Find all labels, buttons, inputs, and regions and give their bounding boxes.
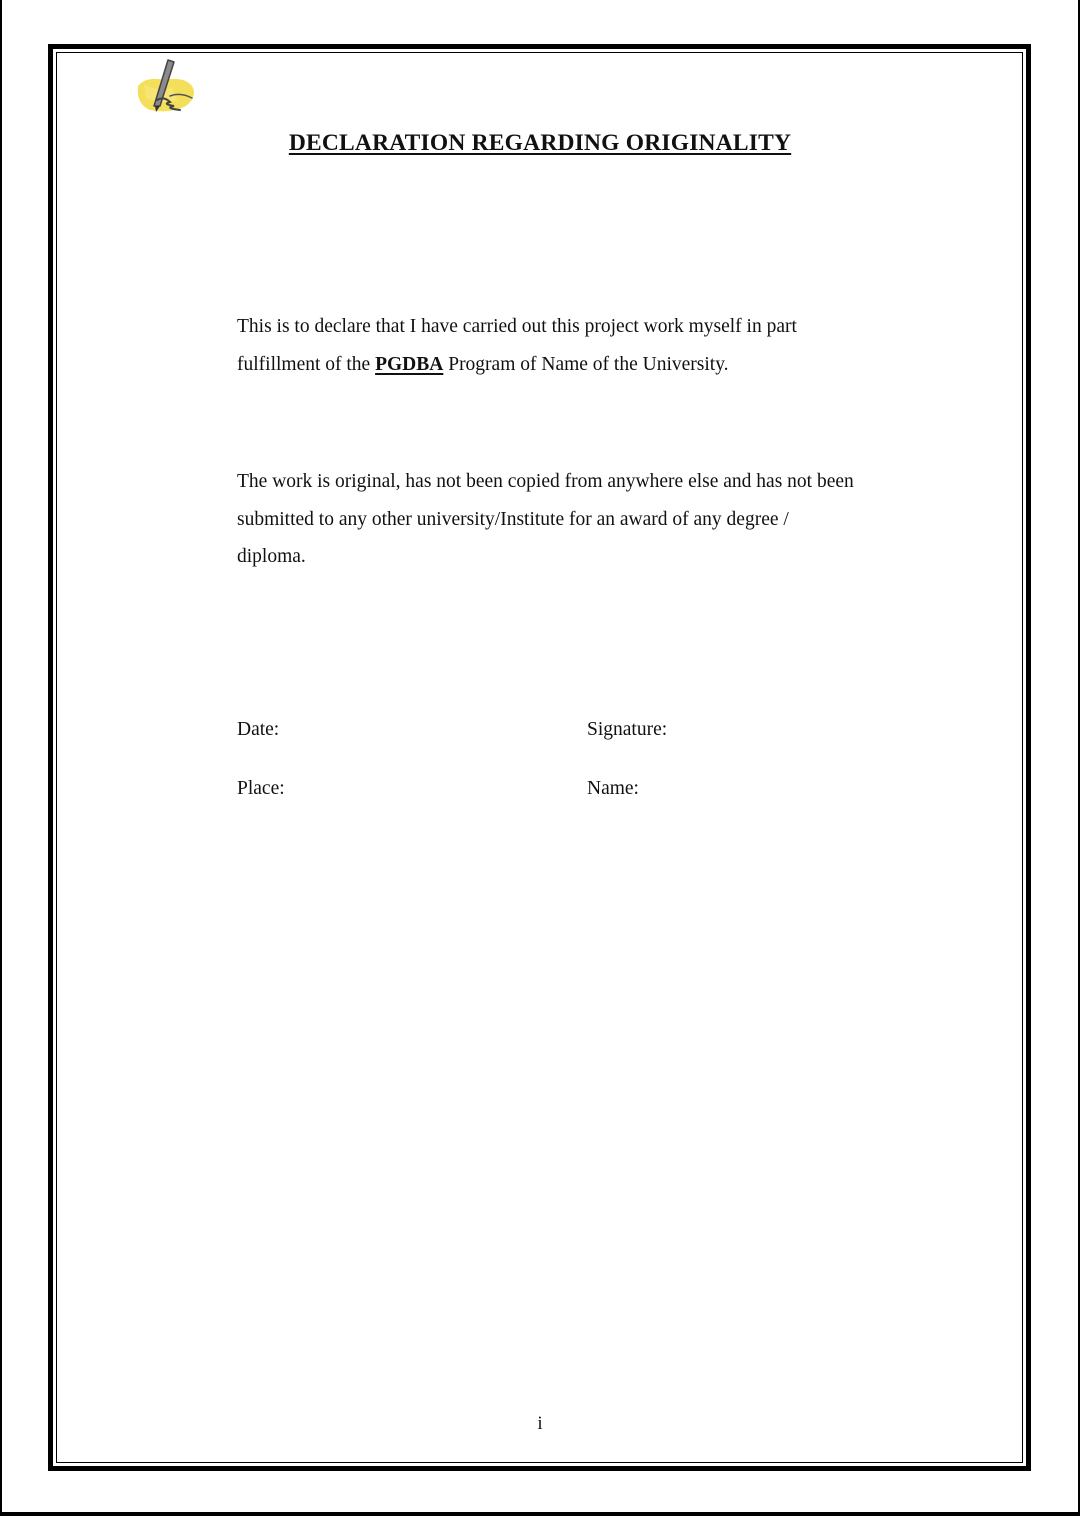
declaration-text-end: Program of Name of the University. — [443, 353, 729, 375]
date-label: Date: — [237, 719, 280, 740]
program-name: PGDBA — [375, 353, 444, 375]
page-title — [0, 130, 1080, 157]
originality-paragraph: The work is original, has not been copied from anywhere else and has not been submitted to any other university/Institute for an award of any degree / diploma. — [237, 471, 854, 567]
declaration-text-start: This is to declare that I have carried out this project work myself in part fulfillment of the — [237, 316, 797, 375]
page-number: i — [537, 1413, 543, 1434]
signature-label: Signature: — [587, 719, 668, 740]
name-label: Name: — [587, 778, 639, 799]
declaration-paragraph — [237, 308, 857, 383]
place-label: Place: — [237, 778, 285, 799]
page-title-text: DECLARATION REGARDING ORIGINALITY — [288, 130, 792, 156]
signature-pen-icon[interactable] — [134, 56, 200, 118]
page-border-inner — [56, 52, 1023, 1463]
